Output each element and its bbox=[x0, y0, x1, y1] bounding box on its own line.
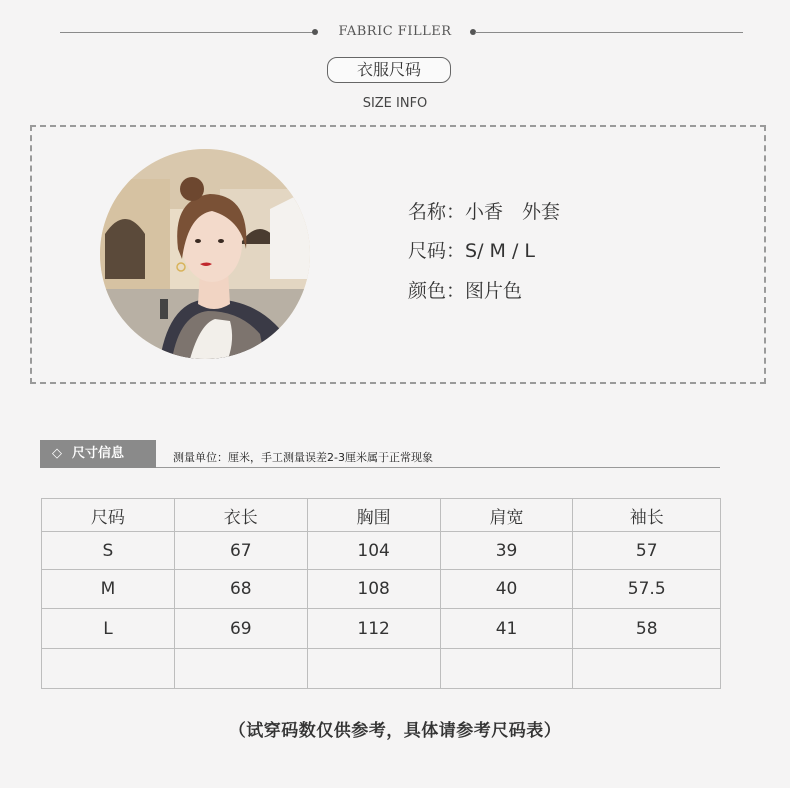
header-rule-right bbox=[475, 32, 743, 33]
table-header-cell: 尺码 bbox=[42, 499, 175, 532]
size-section-tag-label: 尺寸信息 bbox=[72, 446, 125, 461]
section-subtitle: SIZE INFO bbox=[362, 96, 428, 111]
table-cell: 104 bbox=[307, 532, 440, 570]
product-name-value: 小香 外套 bbox=[465, 201, 561, 223]
product-size-label: 尺码： bbox=[408, 240, 466, 262]
table-header-cell: 袖长 bbox=[573, 499, 721, 532]
table-cell: 108 bbox=[307, 570, 440, 609]
fabric-title: FABRIC FILLER bbox=[338, 24, 452, 39]
size-table bbox=[41, 498, 721, 689]
model-photo bbox=[100, 149, 310, 359]
table-row bbox=[42, 649, 721, 689]
diamond-icon: ◇ bbox=[52, 446, 62, 461]
table-cell bbox=[440, 649, 573, 689]
table-header-cell: 衣长 bbox=[174, 499, 307, 532]
table-cell: 57 bbox=[573, 532, 721, 570]
table-header-row bbox=[42, 499, 721, 532]
measurement-note: 测量单位：厘米，手工测量误差2-3厘米属于正常现象 bbox=[173, 451, 433, 464]
size-section-rule bbox=[156, 467, 720, 468]
table-cell: 68 bbox=[174, 570, 307, 609]
table-cell bbox=[307, 649, 440, 689]
table-row bbox=[42, 609, 721, 649]
table-header-cell: 胸围 bbox=[307, 499, 440, 532]
product-color-label: 颜色： bbox=[408, 280, 466, 302]
table-cell: L bbox=[42, 609, 175, 649]
section-title: 衣服尺码 bbox=[327, 57, 451, 83]
table-cell: 69 bbox=[174, 609, 307, 649]
table-cell: 40 bbox=[440, 570, 573, 609]
table-row bbox=[42, 570, 721, 609]
product-name-row bbox=[408, 197, 560, 224]
table-header-cell: 肩宽 bbox=[440, 499, 573, 532]
product-color-value: 图片色 bbox=[465, 280, 523, 302]
product-color-row bbox=[408, 276, 522, 303]
table-cell: 58 bbox=[573, 609, 721, 649]
product-size-row bbox=[408, 236, 535, 263]
table-cell: M bbox=[42, 570, 175, 609]
table-cell bbox=[174, 649, 307, 689]
table-cell: 41 bbox=[440, 609, 573, 649]
table-row bbox=[42, 532, 721, 570]
table-cell bbox=[573, 649, 721, 689]
footer-note: （试穿码数仅供参考，具体请参考尺码表） bbox=[228, 721, 562, 741]
model-photo-illustration bbox=[100, 149, 310, 359]
product-size-value: S/ M / L bbox=[465, 240, 535, 262]
product-name-label: 名称： bbox=[408, 201, 466, 223]
table-cell: 39 bbox=[440, 532, 573, 570]
table-cell: 57.5 bbox=[573, 570, 721, 609]
size-section-tag bbox=[40, 440, 156, 468]
table-cell: 67 bbox=[174, 532, 307, 570]
table-cell: S bbox=[42, 532, 175, 570]
table-cell: 112 bbox=[307, 609, 440, 649]
table-cell bbox=[42, 649, 175, 689]
